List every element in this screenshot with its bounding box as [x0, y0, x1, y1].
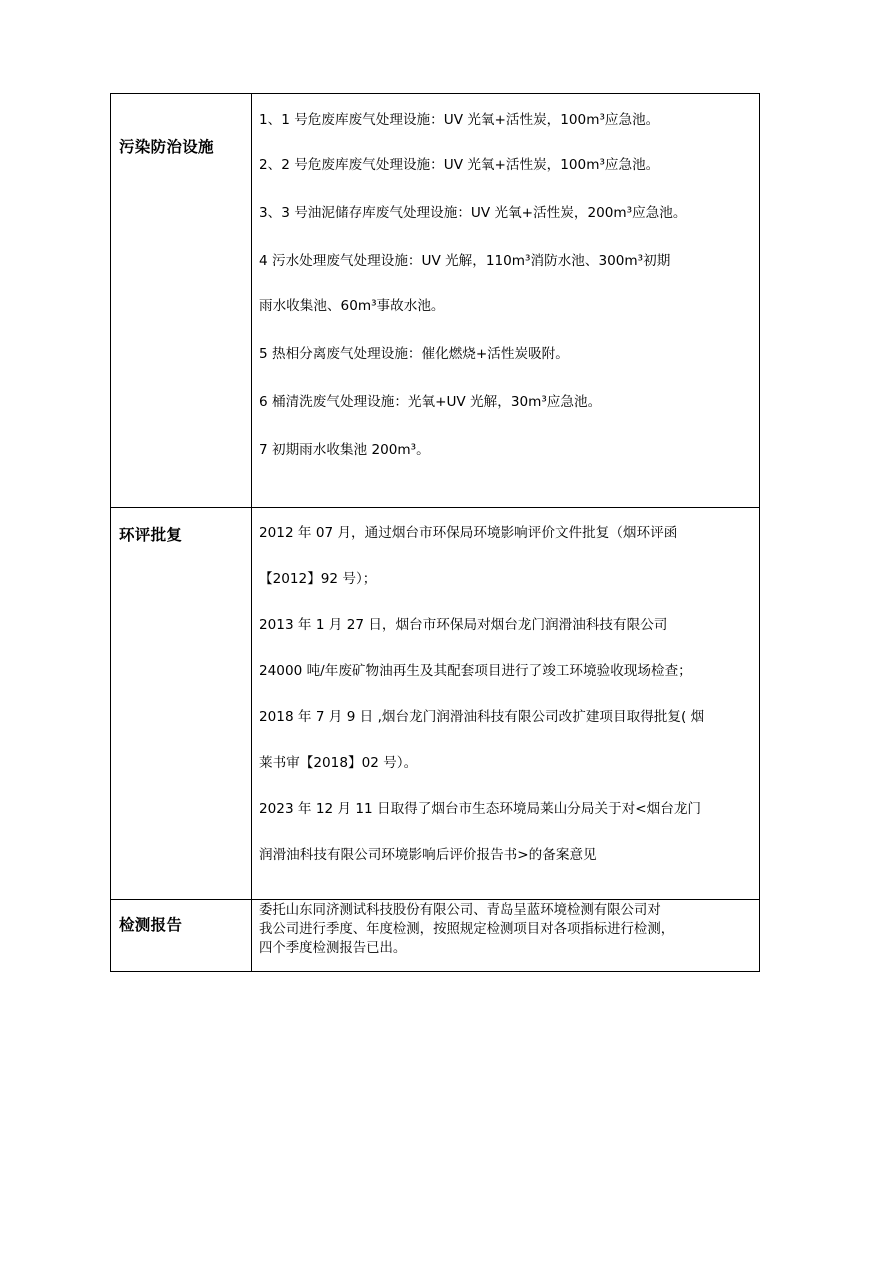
content-line: 4 污水处理废气处理设施：UV 光解，110m³消防水池、300m³初期 [259, 253, 671, 269]
content-line: 2、2 号危废库废气处理设施：UV 光氧+活性炭，100m³应急池。 [259, 157, 660, 173]
content-line: 雨水收集池、60m³事故水池。 [259, 298, 445, 314]
row-content-cell [252, 900, 760, 972]
table-row-test-report [111, 900, 760, 972]
row-label: 环评批复 [119, 526, 183, 544]
row-content-cell [252, 508, 760, 900]
table-row-eia-approval [111, 508, 760, 900]
content-line: 2018 年 7 月 9 日 ,烟台龙门润滑油科技有限公司改扩建项目取得批复( 烟 [259, 709, 705, 725]
content-line: 2012 年 07 月，通过烟台市环保局环境影响评价文件批复（烟环评函 [259, 525, 678, 541]
content-line: 2023 年 12 月 11 日取得了烟台市生态环境局莱山分局关于对<烟台龙门 [259, 801, 702, 817]
row-content-cell [252, 94, 760, 508]
row-label-cell [111, 508, 252, 900]
content-line: 7 初期雨水收集池 200m³。 [259, 442, 430, 458]
row-label-cell [111, 900, 252, 972]
row-content [252, 94, 759, 469]
row-label: 检测报告 [119, 916, 183, 934]
content-line: 【2012】92 号）； [259, 571, 377, 587]
content-line: 6 桶清洗废气处理设施：光氧+UV 光解，30m³应急池。 [259, 394, 602, 410]
content-line: 我公司进行季度、年度检测，按照规定检测项目对各项指标进行检测， [259, 922, 675, 937]
row-content [252, 508, 759, 871]
table-row-pollution-control [111, 94, 760, 508]
content-line: 3、3 号油泥储存库废气处理设施：UV 光氧+活性炭，200m³应急池。 [259, 205, 687, 221]
content-line: 2013 年 1 月 27 日，烟台市环保局对烟台龙门润滑油科技有限公司 [259, 617, 668, 633]
content-line: 1、1 号危废库废气处理设施：UV 光氧+活性炭，100m³应急池。 [259, 112, 660, 128]
content-line: 委托山东同济测试科技股份有限公司、青岛呈蓝环境检测有限公司对 [259, 903, 661, 918]
row-label-cell [111, 94, 252, 508]
content-line: 润滑油科技有限公司环境影响后评价报告书>的备案意见 [259, 847, 597, 863]
content-line: 5 热相分离废气处理设施：催化燃烧+活性炭吸附。 [259, 346, 569, 362]
content-line: 莱书审【2018】02 号）。 [259, 755, 418, 771]
row-content [252, 900, 759, 961]
content-line: 四个季度检测报告已出。 [259, 941, 407, 956]
row-label: 污染防治设施 [119, 138, 214, 156]
content-line: 24000 吨/年废矿物油再生及其配套项目进行了竣工环境验收现场检查； [259, 663, 692, 679]
info-table [110, 93, 760, 972]
